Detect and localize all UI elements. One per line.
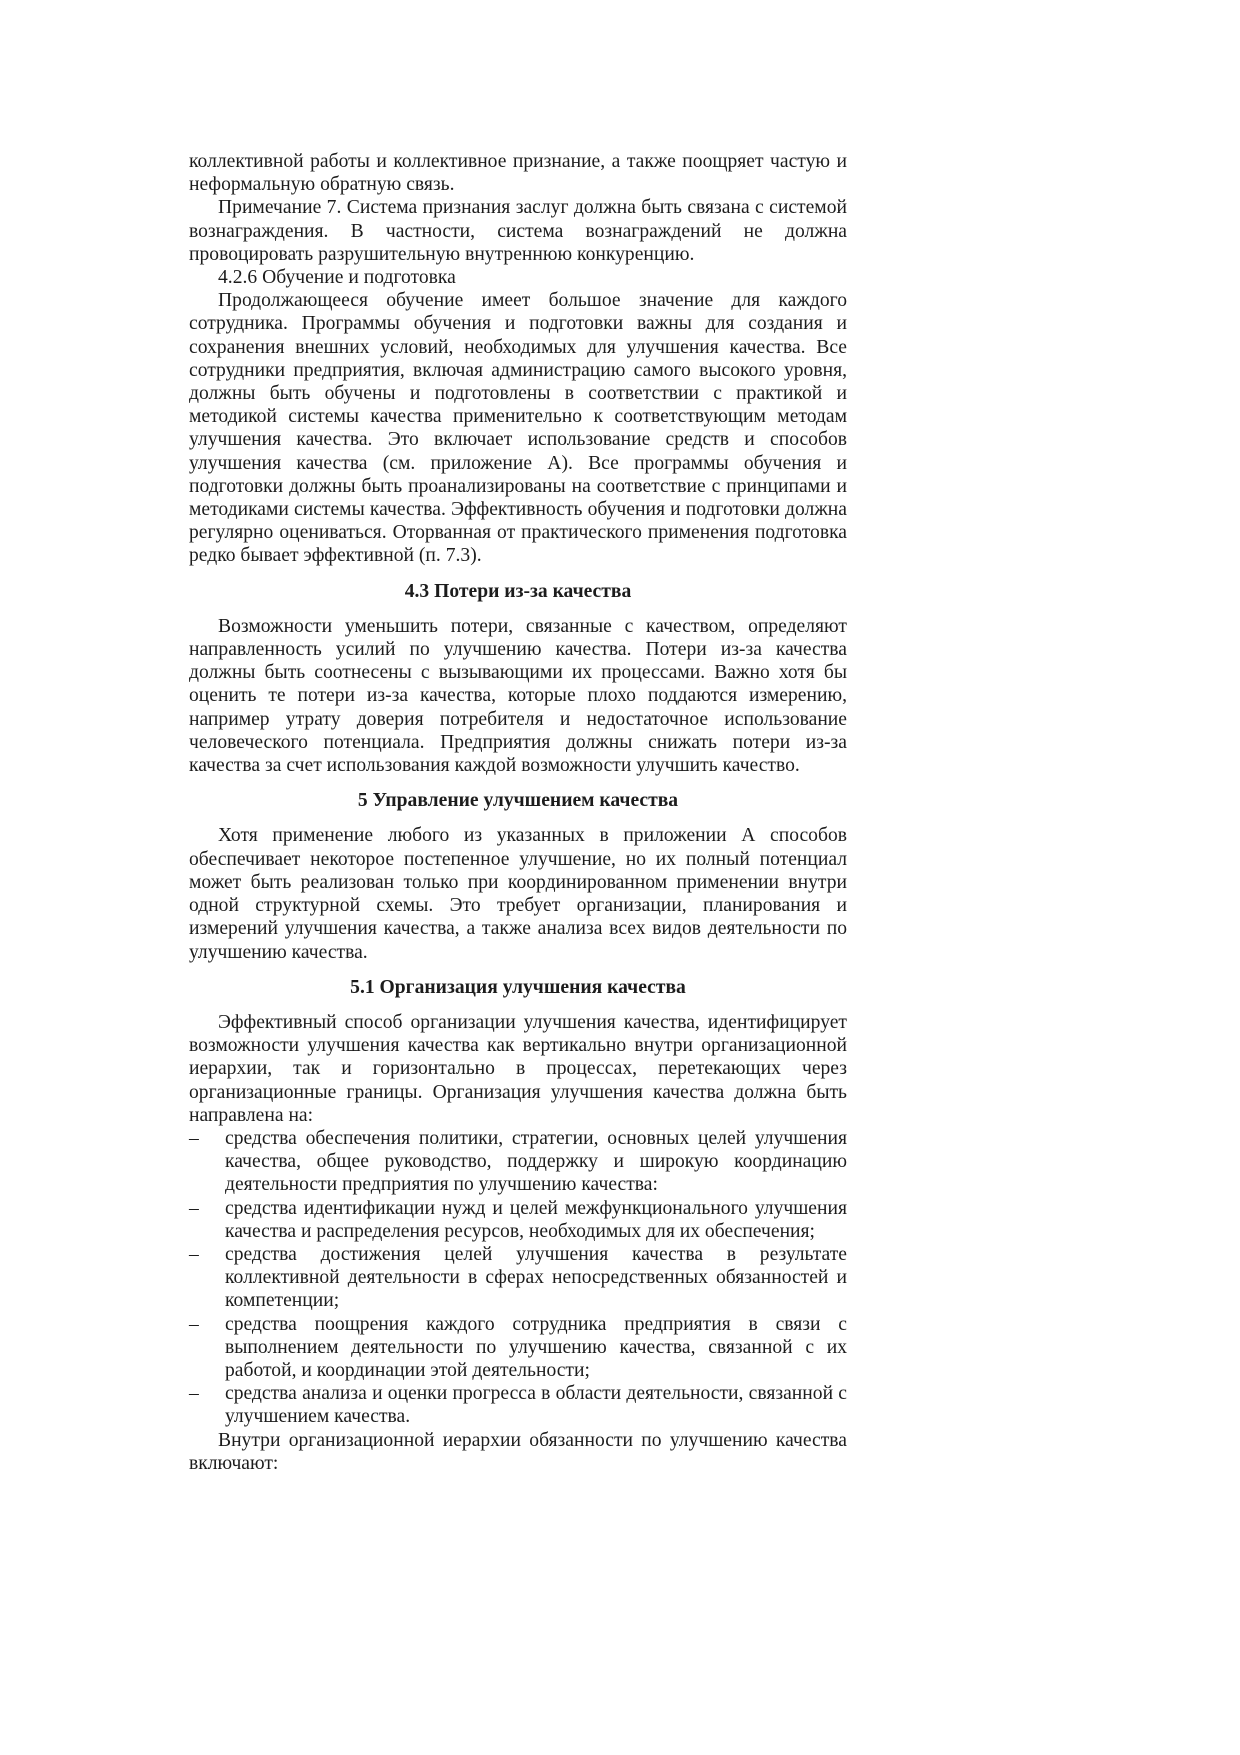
paragraph-continuation: коллективной работы и коллективное признание, а также поощряет частую и неформальную обратную связь. <box>189 151 847 196</box>
heading-5: 5 Управление улучшением качества <box>357 790 679 812</box>
dash-marker: – <box>189 1127 199 1149</box>
note-7: Примечание 7. Система признания заслуг должна быть связана с системой вознаграждения. В частности, система вознаграждений не должна провоцировать разрушительную внутреннюю конкуренцию. <box>189 197 847 265</box>
dash-marker: – <box>189 1243 199 1265</box>
heading-5-1: 5.1 Организация улучшения качества <box>350 976 686 998</box>
document-page <box>189 150 847 1475</box>
list-item <box>189 1127 847 1197</box>
list-item <box>189 1197 847 1243</box>
paragraph-quality-losses: Возможности уменьшить потери, связанные с качеством, определяют направленность усилий по улучшению качества. Потери из-за качества должны быть соотнесены с вызывающими их процессами. Важно хотя бы оценить те потери из-за качества, которые плохо поддаются измерению, например утрату доверия потребителя и недостаточное использование человеческого потенциала. Предприятия должны снижать потери из-за качества за счет использования каждой возможности улучшить качество. <box>189 615 847 777</box>
list-item <box>189 1313 847 1383</box>
list-item-text: средства достижения целей улучшения качества в результате коллективной деятельности в сферах непосредственных обязанностей и компетенции; <box>225 1243 847 1312</box>
list-item-text: средства обеспечения политики, стратегии, основных целей улучшения качества, общее руководство, поддержку и широкую координацию деятельности предприятия по улучшению качества: <box>225 1127 847 1196</box>
paragraph-training: Продолжающееся обучение имеет большое значение для каждого сотрудника. Программы обучения и подготовки важны для создания и сохранения внешних условий, необходимых для улучшения качества. Все сотрудники предприятия, включая администрацию самого высокого уровня, должны быть обучены и подготовлены в соответствии с практикой и методикой системы качества применительно к соответствующим методам улучшения качества. Это включает использование средств и способов улучшения качества (см. приложение А). Все программы обучения и подготовки должны быть проанализированы на соответствие с принципами и методиками системы качества. Эффективность обучения и подготовки должна регулярно оцениваться. Оторванная от практического применения подготовка редко бывает эффективной (п. 7.3). <box>189 290 847 567</box>
paragraph-quality-management: Хотя применение любого из указанных в приложении А способов обеспечивает некоторое постепенное улучшение, но их полный потенциал может быть реализован только при координированном применении внутри одной структурной схемы. Это требует организации, планирования и измерений улучшения качества, а также анализа всех видов деятельности по улучшению качества. <box>189 825 847 963</box>
list-item-text: средства поощрения каждого сотрудника предприятия в связи с выполнением деятельности по улучшению качества, связанной с их работой, и координации этой деятельности; <box>225 1313 847 1381</box>
paragraph-organization: Эффективный способ организации улучшения качества, идентифицирует возможности улучшения качества как вертикально внутри организационной иерархии, так и горизонтально в процессах, перетекающих через организационные границы. Организация улучшения качества должна быть направлена на: <box>189 1011 847 1126</box>
dash-marker: – <box>189 1313 199 1335</box>
list-item-text: средства идентификации нужд и целей межфункционального улучшения качества и распределения ресурсов, необходимых для их обеспечения; <box>225 1197 847 1242</box>
dash-marker: – <box>189 1383 199 1405</box>
subheading-4-2-6: 4.2.6 Обучение и подготовка <box>218 267 456 289</box>
paragraph-hierarchy-duties: Внутри организационной иерархии обязанности по улучшению качества включают: <box>189 1429 847 1474</box>
list-item <box>189 1243 847 1313</box>
list-item-text: средства анализа и оценки прогресса в области деятельности, связанной с улучшением качества. <box>225 1383 847 1428</box>
heading-4-3: 4.3 Потери из-за качества <box>404 580 632 602</box>
dash-marker: – <box>189 1197 199 1219</box>
list-item <box>189 1382 847 1428</box>
dash-list <box>189 1127 847 1429</box>
